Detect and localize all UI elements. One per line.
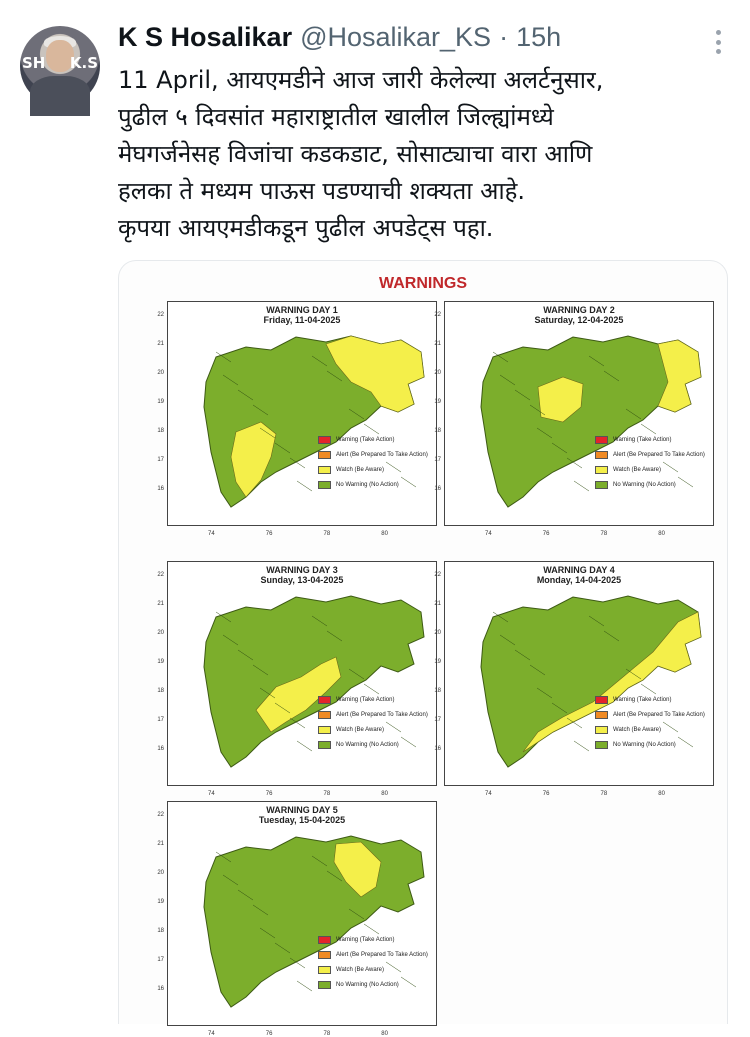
y-tick: 17 xyxy=(157,457,164,463)
x-tick: 78 xyxy=(323,791,331,797)
y-tick: 22 xyxy=(434,312,441,318)
x-tick: 74 xyxy=(208,531,215,537)
panel-date: Tuesday, 15-04-2025 xyxy=(258,815,346,825)
media-title: WARNINGS xyxy=(379,275,467,292)
legend-item xyxy=(595,477,713,492)
legend xyxy=(318,432,436,492)
legend-swatch xyxy=(595,466,608,474)
legend-label: No Warning (No Action) xyxy=(613,481,676,488)
y-tick: 16 xyxy=(434,746,441,752)
panel-day: WARNING DAY 4 xyxy=(543,565,615,575)
y-tick: 18 xyxy=(157,688,164,694)
legend-label: Warning (Take Action) xyxy=(336,696,395,703)
legend-item xyxy=(318,707,436,722)
y-tick: 18 xyxy=(434,688,441,694)
y-tick: 20 xyxy=(157,370,164,376)
legend-swatch xyxy=(595,481,608,489)
panel-date: Saturday, 12-04-2025 xyxy=(534,315,624,325)
legend-item xyxy=(318,477,436,492)
x-tick: 74 xyxy=(208,791,215,797)
tweet-header xyxy=(118,22,561,58)
y-tick: 22 xyxy=(157,812,164,818)
y-axis-ticks xyxy=(152,312,164,492)
legend-item xyxy=(318,977,436,992)
legend-item xyxy=(318,462,436,477)
legend-swatch xyxy=(318,741,331,749)
x-axis-ticks xyxy=(485,531,665,537)
y-tick: 20 xyxy=(434,630,441,636)
warning-panel-day-2 xyxy=(434,301,714,537)
legend-item xyxy=(318,932,436,947)
tweet-text-line: हलका ते मध्यम पाऊस पडण्याची शक्यता आहे. xyxy=(118,177,526,205)
legend xyxy=(595,432,713,492)
legend-label: Watch (Be Aware) xyxy=(336,726,385,733)
x-tick: 78 xyxy=(323,531,331,537)
legend-item xyxy=(318,447,436,462)
y-tick: 21 xyxy=(157,841,164,847)
y-tick: 20 xyxy=(434,370,441,376)
panel-date: Monday, 14-04-2025 xyxy=(536,575,622,585)
y-tick: 19 xyxy=(157,659,164,665)
x-axis-ticks xyxy=(485,791,665,797)
x-tick: 80 xyxy=(381,531,388,537)
legend-item xyxy=(318,947,436,962)
legend-swatch xyxy=(595,711,608,719)
x-tick: 76 xyxy=(542,791,550,797)
y-tick: 16 xyxy=(157,746,164,752)
warning-panel-day-1 xyxy=(157,301,437,537)
legend-item xyxy=(318,962,436,977)
legend-label: Watch (Be Aware) xyxy=(336,466,385,473)
legend-item xyxy=(595,707,713,722)
legend-label: Warning (Take Action) xyxy=(336,436,395,443)
legend-item xyxy=(318,737,436,752)
x-tick: 80 xyxy=(658,791,665,797)
legend-label: Watch (Be Aware) xyxy=(336,966,385,973)
legend-swatch xyxy=(318,711,331,719)
legend xyxy=(318,692,436,752)
y-tick: 20 xyxy=(157,630,164,636)
legend-label: Alert (Be Prepared To Take Action) xyxy=(336,951,428,958)
x-tick: 74 xyxy=(208,1031,215,1037)
legend-item xyxy=(595,432,713,447)
avatar[interactable] xyxy=(20,26,100,106)
legend-label: Warning (Take Action) xyxy=(613,696,672,703)
legend-swatch xyxy=(318,466,331,474)
tweet-time[interactable]: 15h xyxy=(516,22,562,52)
legend-item xyxy=(595,692,713,707)
y-tick: 18 xyxy=(157,928,164,934)
y-tick: 17 xyxy=(434,717,441,723)
legend-label: Warning (Take Action) xyxy=(336,936,395,943)
legend-swatch xyxy=(318,966,331,974)
legend-label: Warning (Take Action) xyxy=(613,436,672,443)
x-tick: 74 xyxy=(485,791,492,797)
y-axis-ticks xyxy=(429,312,441,492)
district-border xyxy=(297,741,312,751)
panel-date: Sunday, 13-04-2025 xyxy=(260,575,344,585)
x-axis-ticks xyxy=(208,1031,388,1037)
avatar-body xyxy=(30,76,90,116)
legend-swatch xyxy=(318,726,331,734)
warning-panel-day-4 xyxy=(434,561,714,797)
legend-label: No Warning (No Action) xyxy=(336,481,399,488)
x-tick: 80 xyxy=(658,531,665,537)
x-tick: 74 xyxy=(485,531,492,537)
y-tick: 22 xyxy=(157,312,164,318)
y-tick: 18 xyxy=(157,428,164,434)
legend-swatch xyxy=(318,981,331,989)
legend-swatch xyxy=(318,951,331,959)
x-tick: 76 xyxy=(265,1031,273,1037)
legend-swatch xyxy=(595,726,608,734)
panel-day: WARNING DAY 3 xyxy=(266,565,338,575)
legend-label: No Warning (No Action) xyxy=(613,741,676,748)
y-tick: 21 xyxy=(157,601,164,607)
legend-item xyxy=(318,722,436,737)
legend-swatch xyxy=(595,451,608,459)
avatar-text-right: K.S xyxy=(69,54,98,72)
y-tick: 19 xyxy=(434,399,441,405)
y-tick: 17 xyxy=(157,957,164,963)
legend-swatch xyxy=(595,436,608,444)
x-tick: 80 xyxy=(381,791,388,797)
legend-label: Watch (Be Aware) xyxy=(613,726,662,733)
y-tick: 17 xyxy=(157,717,164,723)
x-tick: 76 xyxy=(542,531,550,537)
legend-swatch xyxy=(595,696,608,704)
y-tick: 21 xyxy=(157,341,164,347)
y-tick: 21 xyxy=(434,341,441,347)
y-tick: 22 xyxy=(434,572,441,578)
legend-swatch xyxy=(595,741,608,749)
warning-panel-day-5 xyxy=(157,801,437,1037)
x-tick: 78 xyxy=(600,531,608,537)
legend-item xyxy=(595,737,713,752)
y-tick: 19 xyxy=(157,899,164,905)
legend xyxy=(318,932,436,992)
legend-item xyxy=(595,722,713,737)
y-axis-ticks xyxy=(152,812,164,992)
district-border xyxy=(297,981,312,991)
separator-dot: · xyxy=(499,22,509,52)
panel-day: WARNING DAY 5 xyxy=(266,805,338,815)
tweet-text xyxy=(118,62,728,247)
y-tick: 19 xyxy=(434,659,441,665)
y-tick: 16 xyxy=(157,486,164,492)
x-tick: 78 xyxy=(323,1031,331,1037)
district-border xyxy=(574,741,589,751)
tweet-text-line: पुढील ५ दिवसांत महाराष्ट्रातील खालील जिल्ह्यांमध्ये xyxy=(118,103,554,131)
x-tick: 76 xyxy=(265,531,273,537)
x-axis-ticks xyxy=(208,791,388,797)
legend-swatch xyxy=(318,481,331,489)
y-tick: 16 xyxy=(157,986,164,992)
legend-label: Alert (Be Prepared To Take Action) xyxy=(336,451,428,458)
legend-label: Alert (Be Prepared To Take Action) xyxy=(613,451,705,458)
panel-day: WARNING DAY 2 xyxy=(543,305,615,315)
legend-label: Alert (Be Prepared To Take Action) xyxy=(336,711,428,718)
tweet-text-line: 11 April, आयएमडीने आज जारी केलेल्या अलर्टनुसार, xyxy=(118,66,604,94)
legend-item xyxy=(318,692,436,707)
legend-label: Alert (Be Prepared To Take Action) xyxy=(613,711,705,718)
legend-swatch xyxy=(318,936,331,944)
x-tick: 78 xyxy=(600,791,608,797)
panel-day: WARNING DAY 1 xyxy=(266,305,338,315)
y-tick: 21 xyxy=(434,601,441,607)
y-axis-ticks xyxy=(152,572,164,752)
x-axis-ticks xyxy=(208,531,388,537)
author-name[interactable]: K S Hosalikar xyxy=(118,22,293,52)
legend-item xyxy=(318,432,436,447)
y-tick: 20 xyxy=(157,870,164,876)
author-handle[interactable]: @Hosalikar_KS xyxy=(300,22,492,52)
warning-panel-day-3 xyxy=(157,561,437,797)
district-border xyxy=(574,481,589,491)
legend-swatch xyxy=(318,436,331,444)
legend-swatch xyxy=(318,451,331,459)
district-border xyxy=(297,481,312,491)
panel-date: Friday, 11-04-2025 xyxy=(263,315,341,325)
y-tick: 16 xyxy=(434,486,441,492)
y-tick: 17 xyxy=(434,457,441,463)
tweet-media-image[interactable] xyxy=(118,260,728,1037)
y-tick: 18 xyxy=(434,428,441,434)
avatar-text-left: SH xyxy=(22,54,46,72)
y-tick: 22 xyxy=(157,572,164,578)
legend-swatch xyxy=(318,696,331,704)
tweet-text-line: कृपया आयएमडीकडून पुढील अपडेट्स पहा. xyxy=(118,214,494,242)
more-options-icon[interactable] xyxy=(714,30,722,54)
legend-item xyxy=(595,447,713,462)
legend-item xyxy=(595,462,713,477)
legend xyxy=(595,692,713,752)
tweet-text-line: मेघगर्जनेसह विजांचा कडकडाट, सोसाट्याचा वारा आणि xyxy=(118,140,593,168)
avatar-text xyxy=(20,54,100,72)
x-tick: 80 xyxy=(381,1031,388,1037)
legend-label: Watch (Be Aware) xyxy=(613,466,662,473)
legend-label: No Warning (No Action) xyxy=(336,741,399,748)
legend-label: No Warning (No Action) xyxy=(336,981,399,988)
x-tick: 76 xyxy=(265,791,273,797)
y-axis-ticks xyxy=(429,572,441,752)
y-tick: 19 xyxy=(157,399,164,405)
